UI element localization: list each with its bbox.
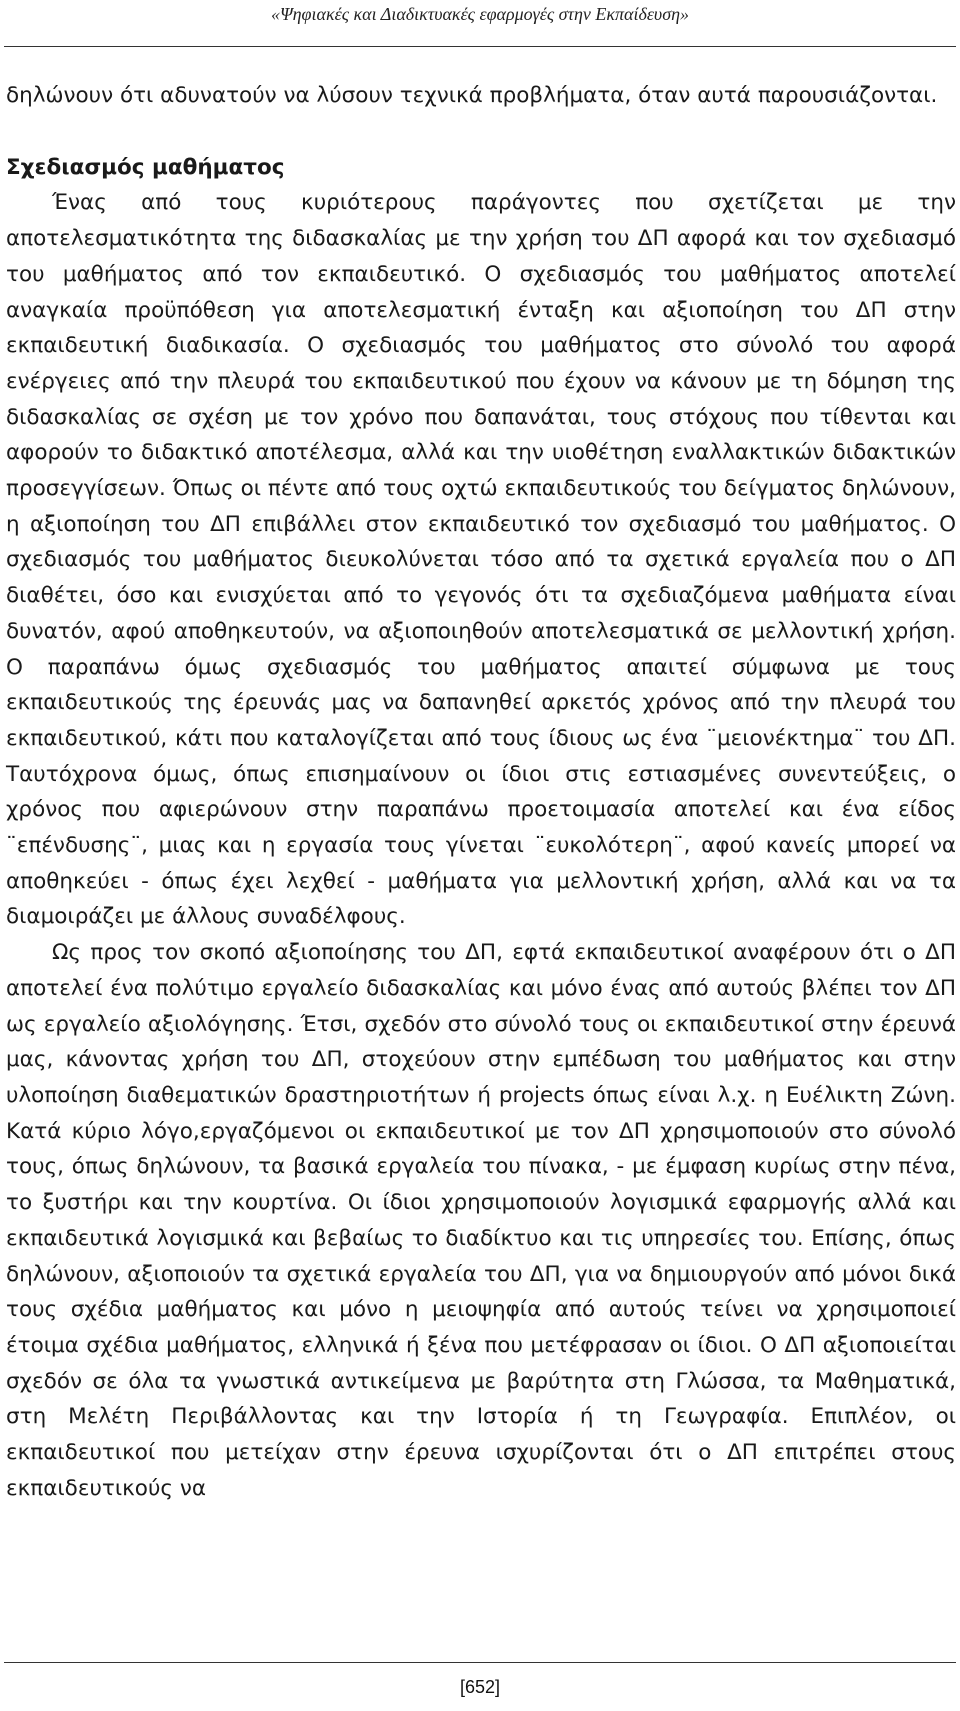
body-paragraph-2: Ως προς τον σκοπό αξιοποίησης του ΔΠ, εφτά εκπαιδευτικοί αναφέρουν ότι ο ΔΠ αποτελεί ένα πολύτιμο εργαλείο διδασκαλίας και μόνο ένας από αυτούς βλέπει τον ΔΠ ως εργαλείο αξιολόγησης. Έτσι, σχεδόν στο σύνολό τους οι εκπαιδευτικοί στην έρευνά μας, κάνοντας χρήση του ΔΠ, στοχεύουν στην εμπέδωση του μαθήματος και στην υλοποίηση διαθεματικών δραστηριοτήτων ή projects όπως είναι λ.χ. η Ευέλικτη Ζώνη. Κατά κύριο λόγο,εργαζόμενοι οι εκπαιδευτικοί με τον ΔΠ χρησιμοποιούν στο σύνολό τους, όπως δηλώνουν, τα βασικά εργαλεία του πίνακα, - με έμφαση κυρίως στην πένα, το ξυστήρι και την κουρτίνα. Οι ίδιοι χρησιμοποιούν λογισμικά εφαρμογής αλλά και εκπαιδευτικά λογισμικά και βεβαίως το διαδίκτυο και τις υπηρεσίες του. Επίσης, όπως δηλώνουν, αξιοποιούν τα σχετικά εργαλεία του ΔΠ, για να δημιουργούν από μόνοι δικά τους σχέδια μαθήματος και μόνο η μειοψηφία από αυτούς τείνει να χρησιμοποιεί έτοιμα σχέδια μαθήματος, ελληνικά ή ξένα που μετέφρασαν οι ίδιοι. Ο ΔΠ αξιοποιείται σχεδόν σε όλα τα γνωστικά αντικείμενα με βαρύτητα στη Γλώσσα, τα Μαθηματικά, στη Μελέτη Περιβάλλοντας και την Ιστορία ή τη Γεωγραφία. Επιπλέον, οι εκπαιδευτικοί που μετείχαν στην έρευνα ισχυρίζονται ότι ο ΔΠ επιτρέπει στους εκπαιδευτικούς να bbox=[6, 940, 956, 1501]
running-header: «Ψηφιακές και Διαδικτυακές εφαρμογές στην Εκπαίδευση» bbox=[270, 4, 690, 24]
page-body bbox=[6, 78, 956, 1506]
footer-divider bbox=[4, 1662, 956, 1663]
intro-paragraph: δηλώνουν ότι αδυνατούν να λύσουν τεχνικά προβλήματα, όταν αυτά παρουσιάζονται. bbox=[6, 83, 938, 108]
header-divider bbox=[4, 46, 956, 47]
body-paragraph-1: Ένας από τους κυριότερους παράγοντες που σχετίζεται με την αποτελεσματικότητα της διδασκαλίας με την χρήση του ΔΠ αφορά και τον σχεδιασμό του μαθήματος από τον εκπαιδευτικό. Ο σχεδιασμός του μαθήματος αποτελεί αναγκαία προϋπόθεση για αποτελεσματική ένταξη και αξιοποίηση του ΔΠ στην εκπαιδευτική διαδικασία. Ο σχεδιασμός του μαθήματος στο σύνολό του αφορά ενέργειες από την πλευρά του εκπαιδευτικού που έχουν να κάνουν με τη δόμηση της διδασκαλίας σε σχέση με τον χρόνο που δαπανάται, τους στόχους που τίθενται και αφορούν το διδακτικό αποτέλεσμα, αλλά και την υιοθέτηση εναλλακτικών διδακτικών προσεγγίσεων. Όπως οι πέντε από τους οχτώ εκπαιδευτικούς του δείγματος δηλώνουν, η αξιοποίηση του ΔΠ επιβάλλει στον εκπαιδευτικό τον σχεδιασμό του μαθήματος. Ο σχεδιασμός του μαθήματος διευκολύνεται τόσο από τα σχετικά εργαλεία που ο ΔΠ διαθέτει, όσο και ενισχύεται από το γεγονός ότι τα σχεδιαζόμενα μαθήματα είναι δυνατόν, αφού αποθηκευτούν, να αξιοποιηθούν αποτελεσματικά σε μελλοντική χρήση. Ο παραπάνω όμως σχεδιασμός του μαθήματος απαιτεί σύμφωνα με τους εκπαιδευτικούς της έρευνάς μας να δαπανηθεί αρκετός χρόνος από την πλευρά του εκπαιδευτικού, κάτι που καταλογίζεται από τους ίδιους ως ένα ¨μειονέκτημα¨ του ΔΠ. Ταυτόχρονα όμως, όπως επισημαίνουν οι ίδιοι στις εστιασμένες συνεντεύξεις, ο χρόνος που αφιερώνουν στην παραπάνω προετοιμασία αποτελεί και ένα είδος ¨επένδυσης¨, μιας και η εργασία τους γίνεται ¨ευκολότερη¨, αφού κανείς μπορεί να αποθηκεύει - όπως έχει λεχθεί - μαθήματα για μελλοντική χρήση, αλλά και να τα διαμοιράζει με άλλους συναδέλφους. bbox=[6, 190, 956, 930]
page-number: [652] bbox=[459, 1677, 501, 1697]
section-heading: Σχεδιασμός μαθήματος bbox=[6, 154, 285, 180]
